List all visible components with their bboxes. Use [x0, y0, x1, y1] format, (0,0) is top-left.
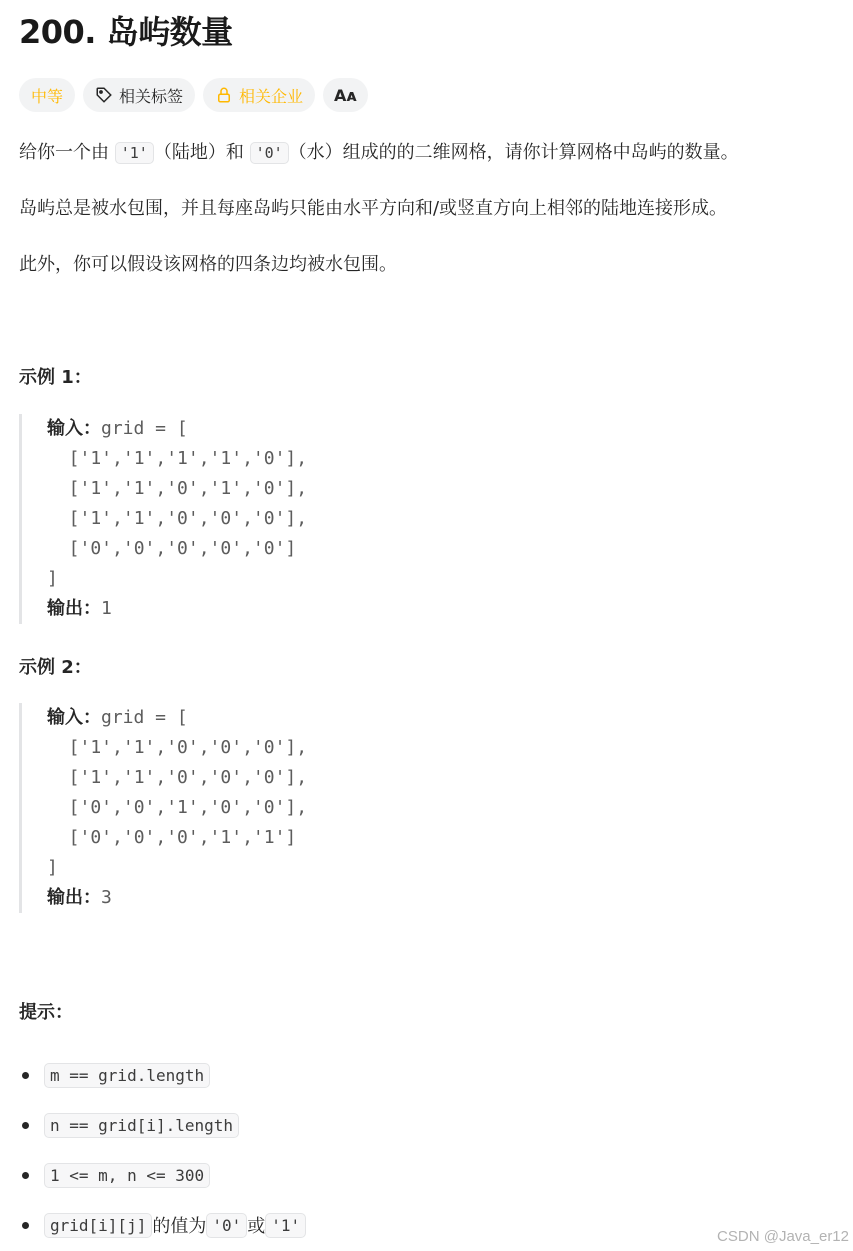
constraint-code: n == grid[i].length	[44, 1113, 239, 1138]
example-2-block	[19, 703, 307, 913]
translate-button[interactable]	[323, 78, 368, 112]
constraint-text: 或	[247, 1216, 266, 1237]
example-1-heading: 示例 1：	[19, 367, 92, 388]
example-2-row: ['0','0','1','0','0'],	[47, 797, 308, 818]
example-1-input-first: grid = [	[101, 418, 188, 439]
bullet-icon	[22, 1222, 29, 1229]
example-2-output-label: 输出：	[47, 887, 101, 908]
lock-icon	[215, 86, 233, 104]
constraint-code: m == grid.length	[44, 1063, 210, 1088]
example-1-close: ]	[47, 568, 58, 589]
example-2-close: ]	[47, 857, 58, 878]
bullet-icon	[22, 1172, 29, 1179]
example-1-row: ['1','1','0','1','0'],	[47, 478, 308, 499]
tag-icon	[95, 86, 113, 104]
description-paragraph-3: 此外，你可以假设该网格的四条边均被水包围。	[19, 254, 397, 275]
constraint-code: grid[i][j]	[44, 1213, 152, 1238]
problem-title: 200. 岛屿数量	[19, 13, 233, 51]
example-1-output-value: 1	[101, 598, 112, 619]
list-item	[19, 1200, 306, 1250]
tag-bar	[19, 78, 368, 112]
constraints-list	[19, 1050, 306, 1250]
example-1-block	[19, 414, 307, 624]
related-companies-label: 相关企业	[239, 86, 304, 106]
example-1-row: ['0','0','0','0','0']	[47, 538, 297, 559]
constraint-code: '1'	[265, 1213, 306, 1238]
p1-after: （水）组成的的二维网格，请你计算网格中岛屿的数量。	[288, 142, 739, 163]
example-2-input-label: 输入：	[47, 707, 101, 728]
example-2-output-value: 3	[101, 887, 112, 908]
translate-icon: Aᴀ	[334, 85, 357, 105]
constraint-code: '0'	[206, 1213, 247, 1238]
example-1-input-label: 输入：	[47, 418, 101, 439]
example-2-input-first: grid = [	[101, 707, 188, 728]
related-tags-label: 相关标签	[119, 86, 184, 106]
p1-code-water: '0'	[250, 142, 289, 164]
description-paragraph-1	[19, 138, 739, 168]
bullet-icon	[22, 1072, 29, 1079]
example-1-row: ['1','1','1','1','0'],	[47, 448, 308, 469]
constraints-heading: 提示：	[19, 1002, 73, 1023]
description-paragraph-2: 岛屿总是被水包围，并且每座岛屿只能由水平方向和/或竖直方向上相邻的陆地连接形成。	[19, 198, 728, 219]
constraint-text: 的值为	[152, 1216, 207, 1237]
related-companies-button[interactable]	[203, 78, 315, 112]
example-2-heading: 示例 2：	[19, 657, 92, 678]
related-tags-button[interactable]	[83, 78, 195, 112]
p1-mid: （陆地）和	[153, 142, 250, 163]
example-1-output-label: 输出：	[47, 598, 101, 619]
bullet-icon	[22, 1122, 29, 1129]
example-1-row: ['1','1','0','0','0'],	[47, 508, 308, 529]
watermark: CSDN @Java_er12	[717, 1228, 849, 1245]
list-item	[19, 1050, 306, 1100]
list-item	[19, 1150, 306, 1200]
p1-code-land: '1'	[115, 142, 154, 164]
example-2-row: ['1','1','0','0','0'],	[47, 737, 308, 758]
list-item	[19, 1100, 306, 1150]
difficulty-badge[interactable]: 中等	[19, 78, 75, 112]
constraint-code: 1 <= m, n <= 300	[44, 1163, 210, 1188]
example-2-row: ['1','1','0','0','0'],	[47, 767, 308, 788]
p1-before: 给你一个由	[19, 142, 115, 163]
example-2-row: ['0','0','0','1','1']	[47, 827, 297, 848]
